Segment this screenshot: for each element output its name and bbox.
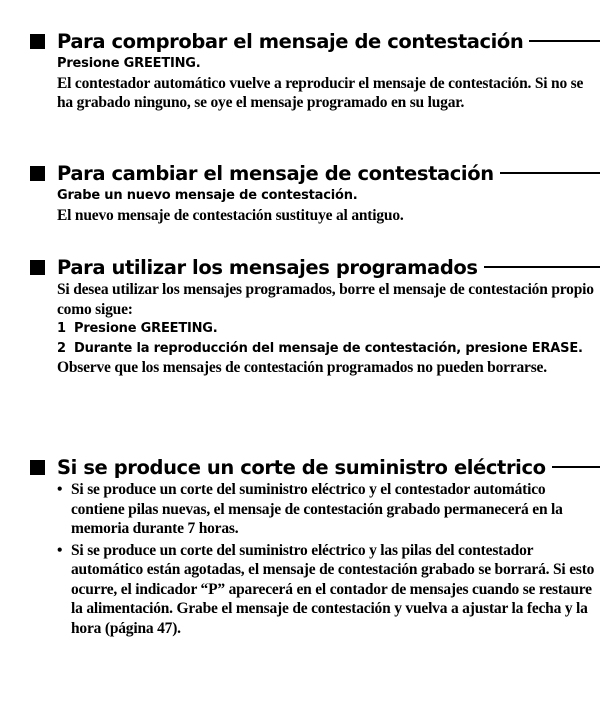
step-number: 1 <box>57 321 66 336</box>
section-programados <box>30 254 600 378</box>
bullet-text: Si se produce un corte del suministro eléctrico y el contestador automático contiene pilas nuevas, el mensaje de contestación grabado permanecerá en la memoria durante 7 horas. <box>71 481 563 537</box>
step-number: 2 <box>57 340 66 356</box>
square-bullet-icon <box>30 260 45 275</box>
square-bullet-icon <box>30 166 45 181</box>
heading-text: Si se produce un corte de suministro eléctrico <box>57 455 546 479</box>
square-bullet-icon <box>30 460 45 475</box>
note-paragraph: Observe que los mensajes de contestación programados no pueden borrarse. <box>57 359 547 376</box>
heading-rule <box>529 40 600 42</box>
heading-text: Para comprobar el mensaje de contestación <box>57 29 524 53</box>
bullet-item <box>57 480 600 539</box>
bullet-item <box>57 541 600 639</box>
step-item <box>57 339 600 359</box>
square-bullet-icon <box>30 34 45 49</box>
section-heading <box>30 254 600 280</box>
instruction: Presione GREETING. <box>57 56 201 71</box>
heading-rule <box>552 466 600 468</box>
section-heading <box>30 454 600 480</box>
step-text: Durante la reproducción del mensaje de contestación, presione ERASE. <box>74 340 583 356</box>
section-comprobar <box>30 28 600 113</box>
step-text: Presione GREETING. <box>74 321 218 336</box>
intro-paragraph: Si desea utilizar los mensajes programados, borre el mensaje de contestación propio como sigue: <box>57 281 594 318</box>
bullet-dot-icon: • <box>57 481 63 498</box>
instruction: Grabe un nuevo mensaje de contestación. <box>57 188 358 203</box>
heading-text: Para utilizar los mensajes programados <box>57 255 478 279</box>
heading-text: Para cambiar el mensaje de contestación <box>57 161 494 185</box>
section-heading <box>30 160 600 186</box>
bullet-text: Si se produce un corte del suministro eléctrico y las pilas del contestador automático están agotadas, el mensaje de contestación grabado se borrará. Si esto ocurre, el indicador “P” aparecerá en el contador de mensajes cuando se restaure la alimentación. Grabe el mensaje de contestación y vuelva a ajustar la fecha y la hora (página 47). <box>71 541 595 637</box>
section-heading <box>30 28 600 54</box>
heading-rule <box>500 172 600 174</box>
section-cambiar <box>30 160 600 225</box>
heading-rule <box>484 266 600 268</box>
paragraph: El nuevo mensaje de contestación sustituye al antiguo. <box>57 206 404 224</box>
paragraph: El contestador automático vuelve a reproducir el mensaje de contestación. Si no se ha grabado ninguno, se oye el mensaje programado en su lugar. <box>57 74 584 111</box>
section-corte-electrico <box>30 454 600 638</box>
bullet-dot-icon: • <box>57 541 63 559</box>
step-item <box>57 319 600 339</box>
